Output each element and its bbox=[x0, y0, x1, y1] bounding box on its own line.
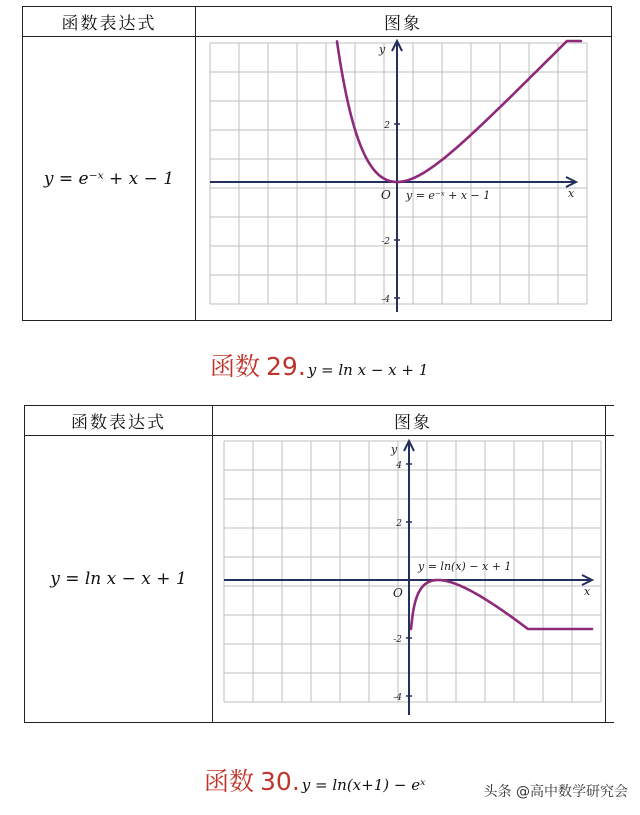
function-graph-2 bbox=[214, 437, 606, 721]
header-graph: 图象 bbox=[195, 7, 611, 37]
y-axis-label: y bbox=[391, 443, 398, 456]
caption-prefix: 函数 bbox=[210, 352, 261, 381]
y-tick-label: -2 bbox=[393, 635, 402, 645]
y-axis-label: y bbox=[379, 43, 386, 56]
x-axis-label: x bbox=[584, 585, 591, 598]
caption-formula: y = ln(x+1) − eˣ bbox=[301, 776, 426, 794]
table-divider bbox=[212, 406, 213, 722]
caption-30 bbox=[204, 762, 425, 798]
caption-number: 29. bbox=[266, 352, 306, 381]
curve-label: y = e⁻ˣ + x − 1 bbox=[406, 189, 491, 202]
y-tick-label: 4 bbox=[396, 461, 402, 471]
function-curve bbox=[337, 41, 581, 182]
header-expression: 函数表达式 bbox=[25, 406, 212, 436]
origin-label: O bbox=[381, 188, 391, 202]
header-expression: 函数表达式 bbox=[23, 7, 195, 37]
caption-29 bbox=[210, 347, 428, 383]
function-expression: y = ln x − x + 1 bbox=[50, 569, 187, 589]
y-tick-label: 2 bbox=[384, 121, 390, 131]
caption-formula: y = ln x − x + 1 bbox=[307, 361, 429, 379]
curve-label: y = ln(x) − x + 1 bbox=[418, 560, 512, 573]
function-graph-1 bbox=[196, 37, 608, 317]
function-curve bbox=[411, 580, 592, 629]
function-expression: y = e⁻ˣ + x − 1 bbox=[43, 168, 175, 189]
y-tick-label: 2 bbox=[396, 519, 402, 529]
y-tick-label: -4 bbox=[381, 295, 390, 305]
y-tick-label: -2 bbox=[381, 237, 390, 247]
watermark: 头条 @高中数学研究会 bbox=[483, 784, 628, 800]
origin-label: O bbox=[393, 586, 403, 600]
x-axis-label: x bbox=[568, 187, 575, 200]
caption-number: 30. bbox=[260, 767, 300, 796]
y-tick-label: -4 bbox=[393, 693, 402, 703]
header-graph: 图象 bbox=[212, 406, 614, 436]
caption-prefix: 函数 bbox=[204, 767, 255, 796]
